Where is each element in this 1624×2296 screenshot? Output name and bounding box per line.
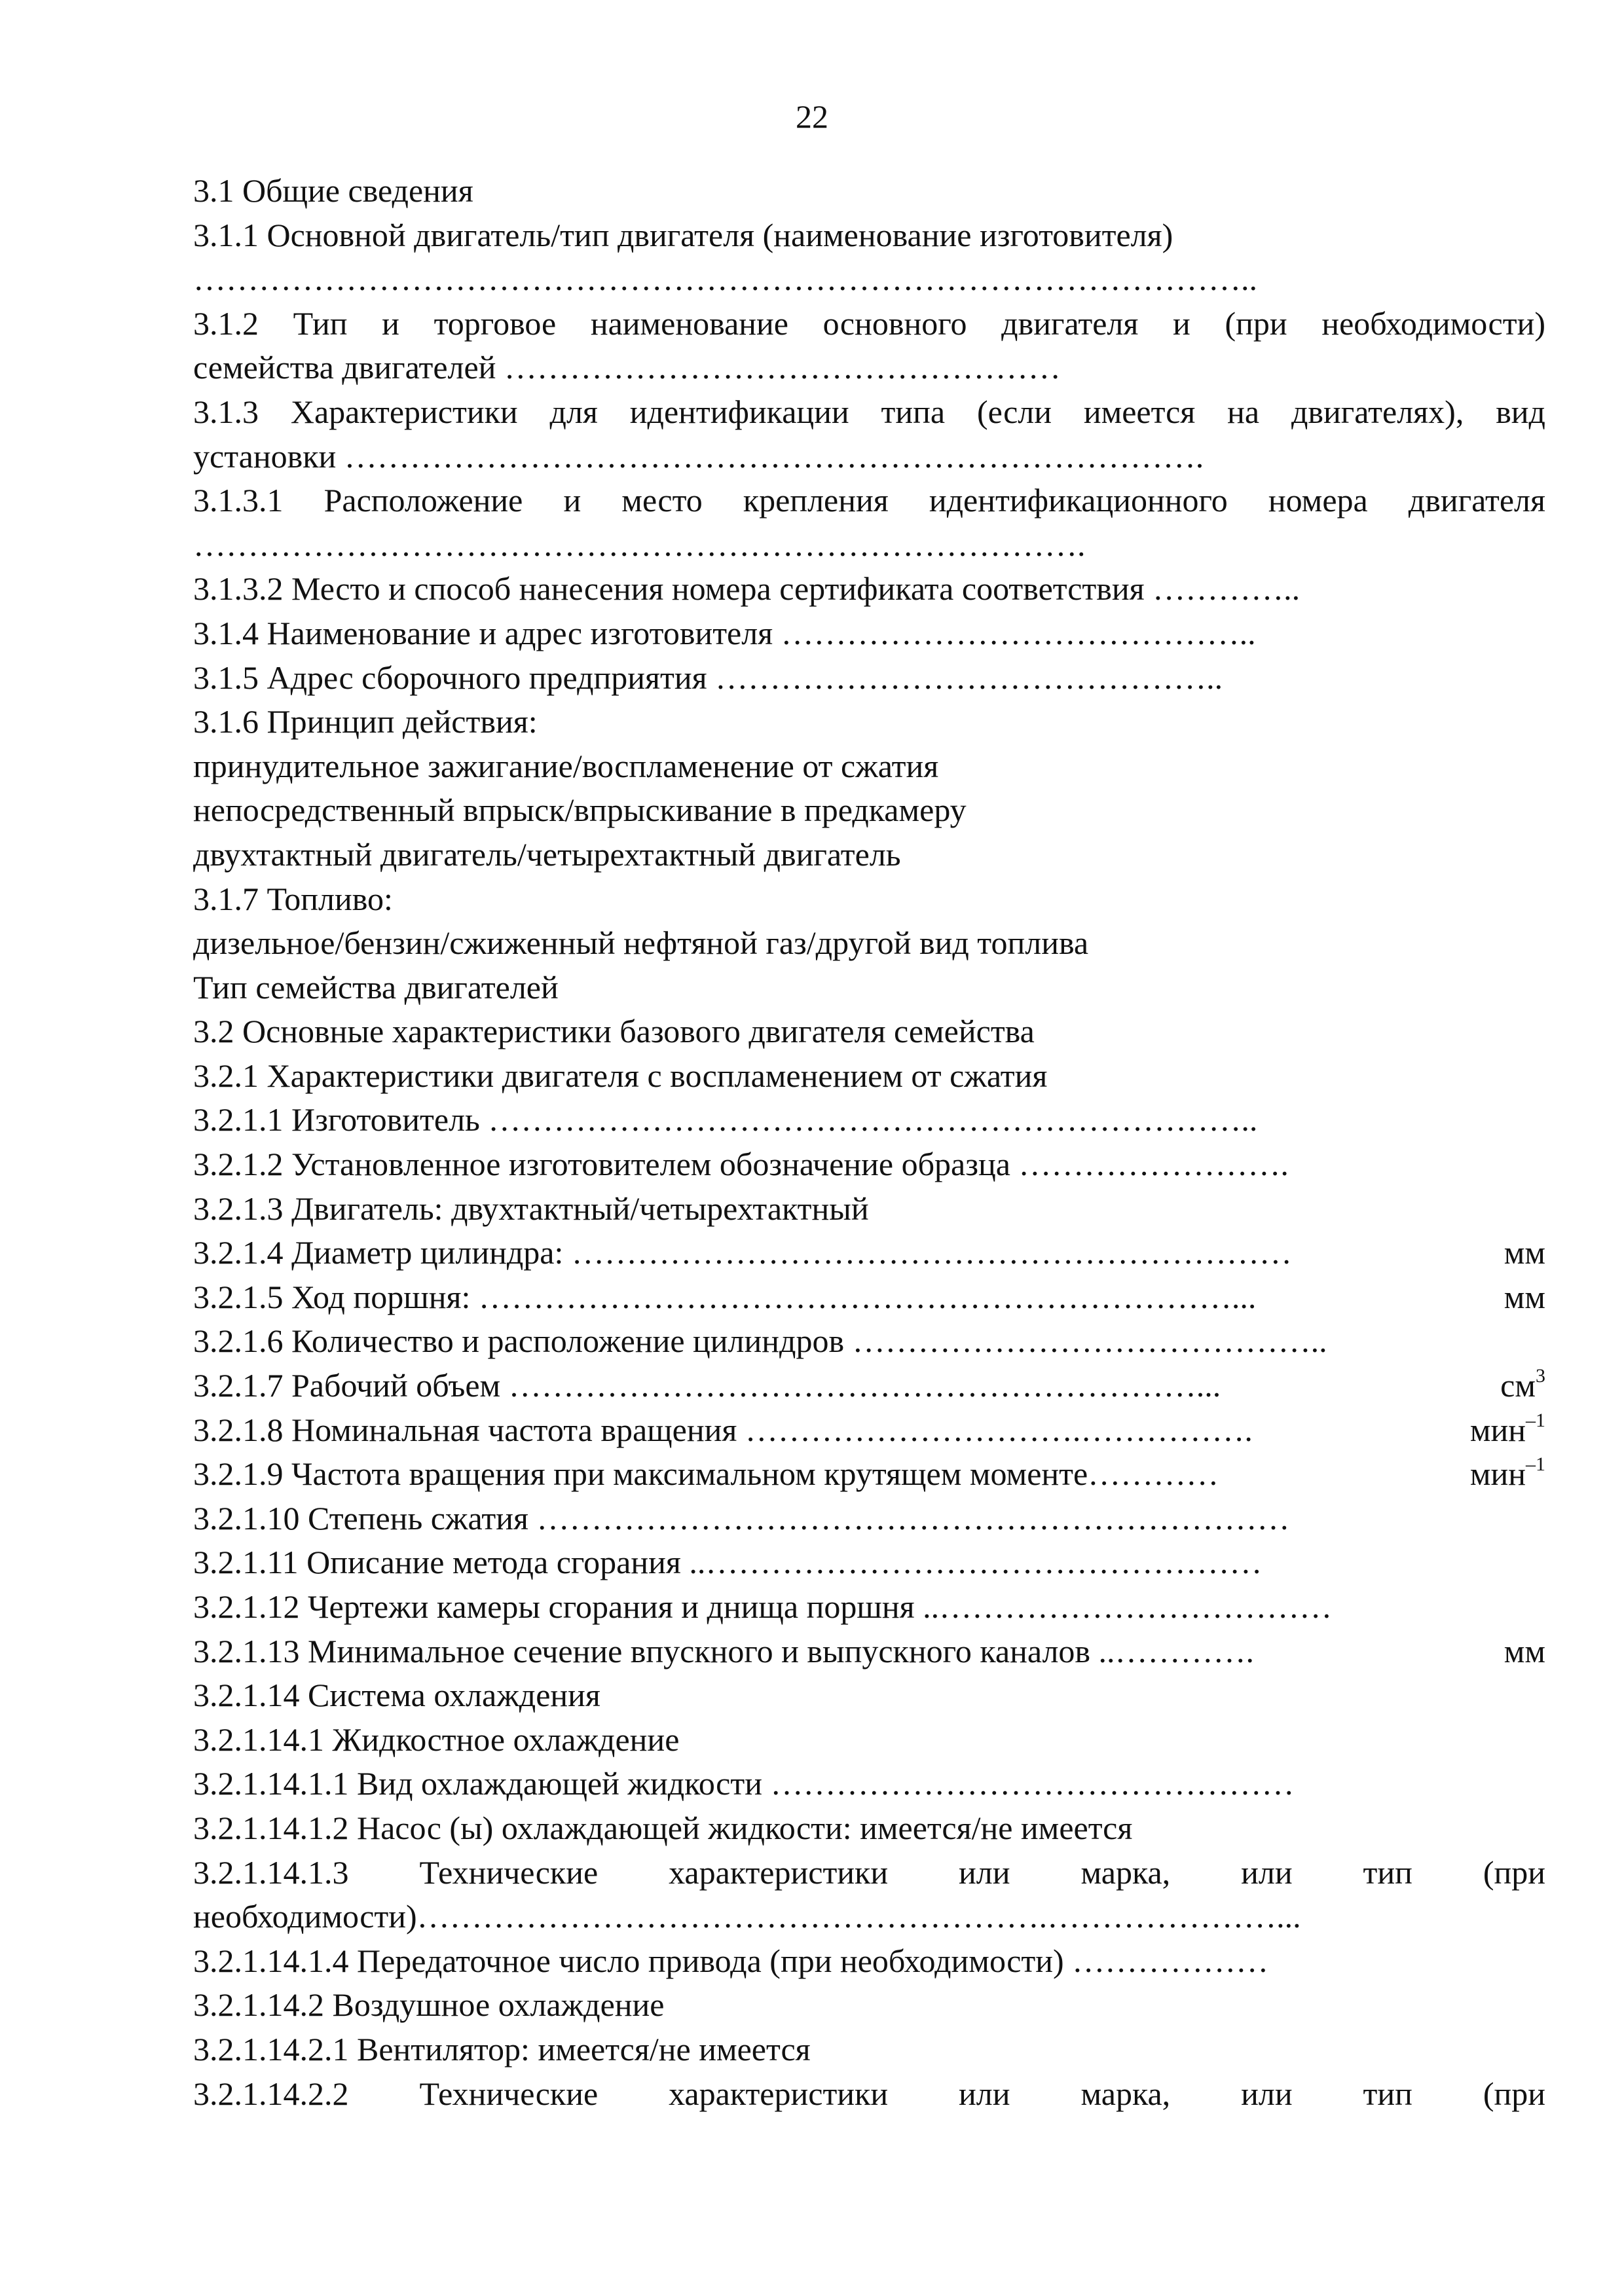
field-line: 3.2.1.14.1 Жидкостное охлаждение bbox=[193, 1721, 680, 1758]
field-line: 3.1.4 Наименование и адрес изготовителя …………………………………….. bbox=[193, 614, 1256, 651]
unit-superscript: –1 bbox=[1526, 1409, 1545, 1431]
field-line: Тип семейства двигателей bbox=[193, 968, 559, 1006]
field-line: 3.2.1.14.1.4 Передаточное число привода (при необходимости) ……………… bbox=[193, 1942, 1269, 1979]
field-label: 3.2.1.7 Рабочий объем ………………………………………………………... bbox=[193, 1367, 1221, 1404]
option-line: дизельное/бензин/сжиженный нефтяной газ/другой вид топлива bbox=[193, 924, 1089, 962]
unit-label bbox=[1500, 1364, 1545, 1408]
field-line-with-unit bbox=[193, 1275, 1545, 1320]
field-line: 3.1.7 Топливо: bbox=[193, 880, 393, 917]
field-line: 3.2.1.1 Изготовитель …………………………………………………………….. bbox=[193, 1101, 1258, 1139]
option-line: двухтактный двигатель/четырехтактный двигатель bbox=[193, 835, 901, 873]
unit-label: мм bbox=[1504, 1632, 1545, 1669]
field-line: 3.2.1.14.1.1 Вид охлаждающей жидкости ………………………………………… bbox=[193, 1765, 1295, 1802]
field-line: 3.2.1.14 Система охлаждения bbox=[193, 1677, 600, 1714]
unit-text: мин bbox=[1469, 1455, 1526, 1493]
field-line: 3.1.2 Тип и торговое наименование основного двигателя и (при необходимости) bbox=[193, 304, 1545, 342]
section-heading: 3.1 Общие сведения bbox=[193, 172, 473, 209]
field-line: 3.1.3.1 Расположение и место крепления идентификационного номера двигателя bbox=[193, 482, 1545, 519]
page-number: 22 bbox=[796, 98, 828, 135]
section-heading: 3.2.1 Характеристики двигателя с воспламенением от сжатия bbox=[193, 1057, 1048, 1094]
document-body bbox=[193, 169, 1545, 2116]
field-label: 3.2.1.9 Частота вращения при максимальном крутящем моменте………… bbox=[193, 1455, 1219, 1493]
unit-label: мм bbox=[1504, 1278, 1545, 1315]
field-line: 3.1.1 Основной двигатель/тип двигателя (наименование изготовителя) bbox=[193, 216, 1173, 253]
unit-label bbox=[1470, 1452, 1545, 1497]
field-line: семейства двигателей …………………………………………… bbox=[193, 349, 1061, 386]
fill-in-line: ………………………………………………………………………. bbox=[193, 526, 1086, 563]
field-line: 3.2.1.14.1.2 Насос (ы) охлаждающей жидкости: имеется/не имеется bbox=[193, 1809, 1133, 1846]
field-line: 3.1.5 Адрес сборочного предприятия ……………………………………….. bbox=[193, 659, 1223, 696]
field-label: 3.2.1.13 Минимальное сечение впускного и выпускного каналов ..…………. bbox=[193, 1632, 1255, 1669]
field-line-with-unit bbox=[193, 1452, 1545, 1497]
unit-text: мин bbox=[1469, 1411, 1526, 1448]
field-line: 3.2.1.14.1.3 Технические характеристики или марка, или тип (при bbox=[193, 1853, 1545, 1891]
field-line: 3.2.1.12 Чертежи камеры сгорания и днища поршня ..……………………………… bbox=[193, 1588, 1333, 1625]
unit-text: см bbox=[1500, 1367, 1536, 1404]
field-line: 3.2.1.10 Степень сжатия …………………………………………………………… bbox=[193, 1499, 1290, 1537]
unit-superscript: –1 bbox=[1526, 1453, 1545, 1476]
field-line: 3.1.6 Принцип действия: bbox=[193, 703, 538, 740]
field-label: 3.2.1.4 Диаметр цилиндра: ………………………………………………………… bbox=[193, 1234, 1292, 1271]
field-line: 3.2.1.6 Количество и расположение цилиндров …………………………………….. bbox=[193, 1322, 1327, 1360]
fill-in-line: необходимости)………………………………………………….…………………... bbox=[193, 1898, 1301, 1935]
field-line-with-unit bbox=[193, 1231, 1545, 1275]
field-line: 3.1.3.2 Место и способ нанесения номера сертификата соответствия ………….. bbox=[193, 570, 1301, 608]
field-label: 3.2.1.8 Номинальная частота вращения ………………………….……………. bbox=[193, 1411, 1253, 1448]
unit-superscript: 3 bbox=[1536, 1365, 1545, 1387]
field-line: 3.2.1.11 Описание метода сгорания ..…………………………………………… bbox=[193, 1544, 1263, 1581]
field-line: 3.2.1.2 Установленное изготовителем обозначение образца ……………………. bbox=[193, 1146, 1289, 1183]
field-line-with-unit bbox=[193, 1408, 1545, 1453]
field-line: 3.2.1.3 Двигатель: двухтактный/четырехтактный bbox=[193, 1190, 869, 1227]
field-line: 3.2.1.14.2.2 Технические характеристики или марка, или тип (при bbox=[193, 2075, 1545, 2112]
unit-label: мм bbox=[1504, 1234, 1545, 1271]
field-line-with-unit bbox=[193, 1630, 1545, 1674]
option-line: принудительное зажигание/воспламенение от сжатия bbox=[193, 747, 939, 784]
field-line-with-unit bbox=[193, 1364, 1545, 1408]
section-heading: 3.2 Основные характеристики базового двигателя семейства bbox=[193, 1013, 1035, 1050]
field-line: 3.2.1.14.2 Воздушное охлаждение bbox=[193, 1986, 665, 2024]
field-line: 3.1.3 Характеристики для идентификации типа (если имеется на двигателях), вид bbox=[193, 393, 1545, 430]
fill-in-line: …………………………………………………………………………………….. bbox=[193, 261, 1257, 298]
field-label: 3.2.1.5 Ход поршня: ……………………………………………………………... bbox=[193, 1278, 1257, 1315]
field-line: установки ……………………………………………………………………. bbox=[193, 437, 1204, 475]
option-line: непосредственный впрыск/впрыскивание в предкамеру bbox=[193, 792, 967, 829]
field-line: 3.2.1.14.2.1 Вентилятор: имеется/не имеется bbox=[193, 2030, 811, 2068]
unit-label bbox=[1470, 1408, 1545, 1453]
